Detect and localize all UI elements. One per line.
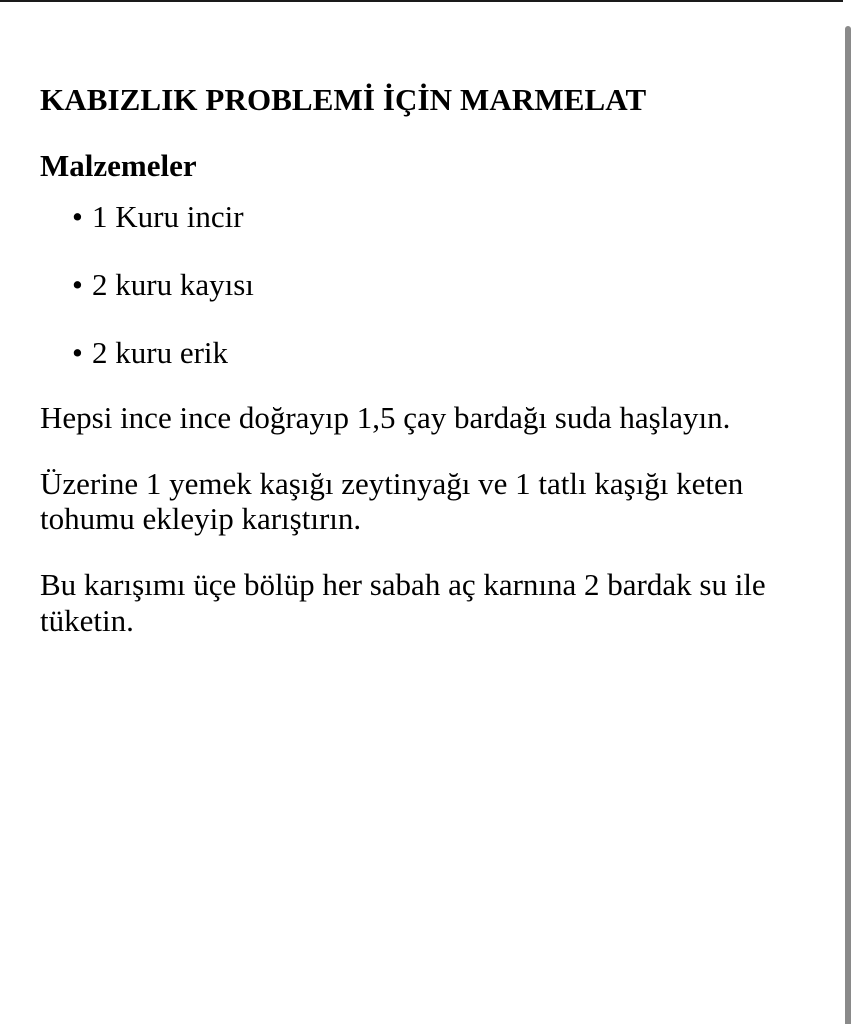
step-paragraph: Üzerine 1 yemek kaşığı zeytinyağı ve 1 tatlı kaşığı keten tohumu ekleyip karıştırın. <box>40 465 744 537</box>
ingredients-heading: Malzemeler <box>40 147 197 183</box>
recipe-content <box>40 82 830 638</box>
ingredient-text: 2 kuru kayısı <box>92 266 254 302</box>
bullet-icon: • <box>72 266 83 302</box>
ingredient-item <box>72 335 830 371</box>
ingredient-item <box>72 199 830 235</box>
ingredient-text: 2 kuru erik <box>92 334 229 370</box>
scrollbar-thumb[interactable] <box>845 26 851 1024</box>
ingredient-item <box>72 267 830 303</box>
step-paragraph: Bu karışımı üçe bölüp her sabah aç karnına 2 bardak su ile tüketin. <box>40 567 766 638</box>
top-border <box>0 0 858 2</box>
ingredients-list <box>40 199 830 370</box>
bullet-icon: • <box>72 199 83 235</box>
ingredient-text: 1 Kuru incir <box>92 199 244 235</box>
bullet-icon: • <box>72 334 83 370</box>
recipe-title: KABIZLIK PROBLEMİ İÇİN MARMELAT <box>40 82 647 117</box>
step-paragraph: Hepsi ince ince doğrayıp 1,5 çay bardağı suda haşlayın. <box>40 400 731 436</box>
